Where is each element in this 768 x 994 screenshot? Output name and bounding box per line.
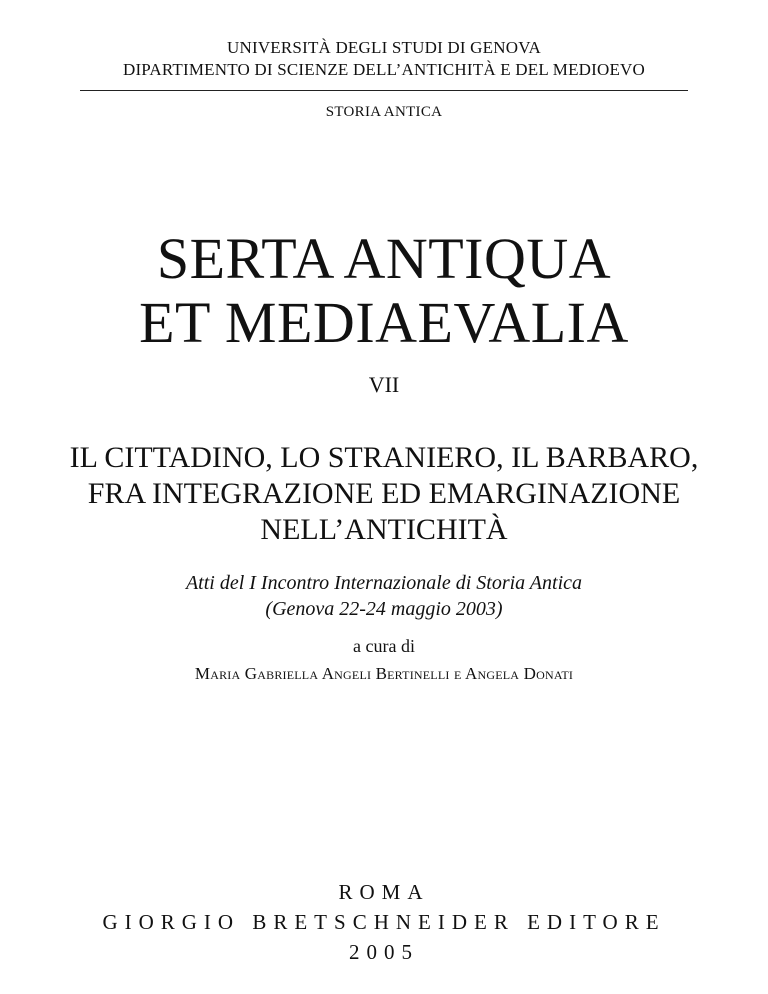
publisher-name: GIORGIO BRETSCHNEIDER EDITORE — [102, 910, 666, 934]
subtitle-line-2: FRA INTEGRAZIONE ED EMARGINAZIONE — [87, 477, 681, 510]
university-name: UNIVERSITÀ DEGLI STUDI DI GENOVA — [227, 38, 541, 57]
publisher-city: ROMA — [338, 880, 430, 904]
subtitle-line-3: NELL’ANTICHITÀ — [260, 513, 508, 546]
header-divider — [80, 90, 688, 91]
proceedings-line-2: (Genova 22-24 maggio 2003) — [265, 598, 503, 620]
subtitle-line-1: IL CITTADINO, LO STRANIERO, IL BARBARO, — [69, 441, 699, 474]
department-name: DIPARTIMENTO DI SCIENZE DELL’ANTICHITÀ E DEL MEDIOEVO — [122, 60, 646, 79]
main-title-line-1: SERTA ANTIQUA — [156, 226, 612, 291]
publication-year: 2005 — [349, 940, 419, 964]
series-name: STORIA ANTICA — [325, 104, 443, 120]
proceedings-line-1: Atti del I Incontro Internazionale di Storia Antica — [185, 572, 583, 594]
main-title-line-2: ET MEDIAEVALIA — [139, 290, 629, 355]
editors-names: Maria Gabriella Angeli Bertinelli e Angela Donati — [194, 664, 574, 683]
volume-number: VII — [368, 372, 400, 397]
editors-label: a cura di — [353, 636, 415, 656]
